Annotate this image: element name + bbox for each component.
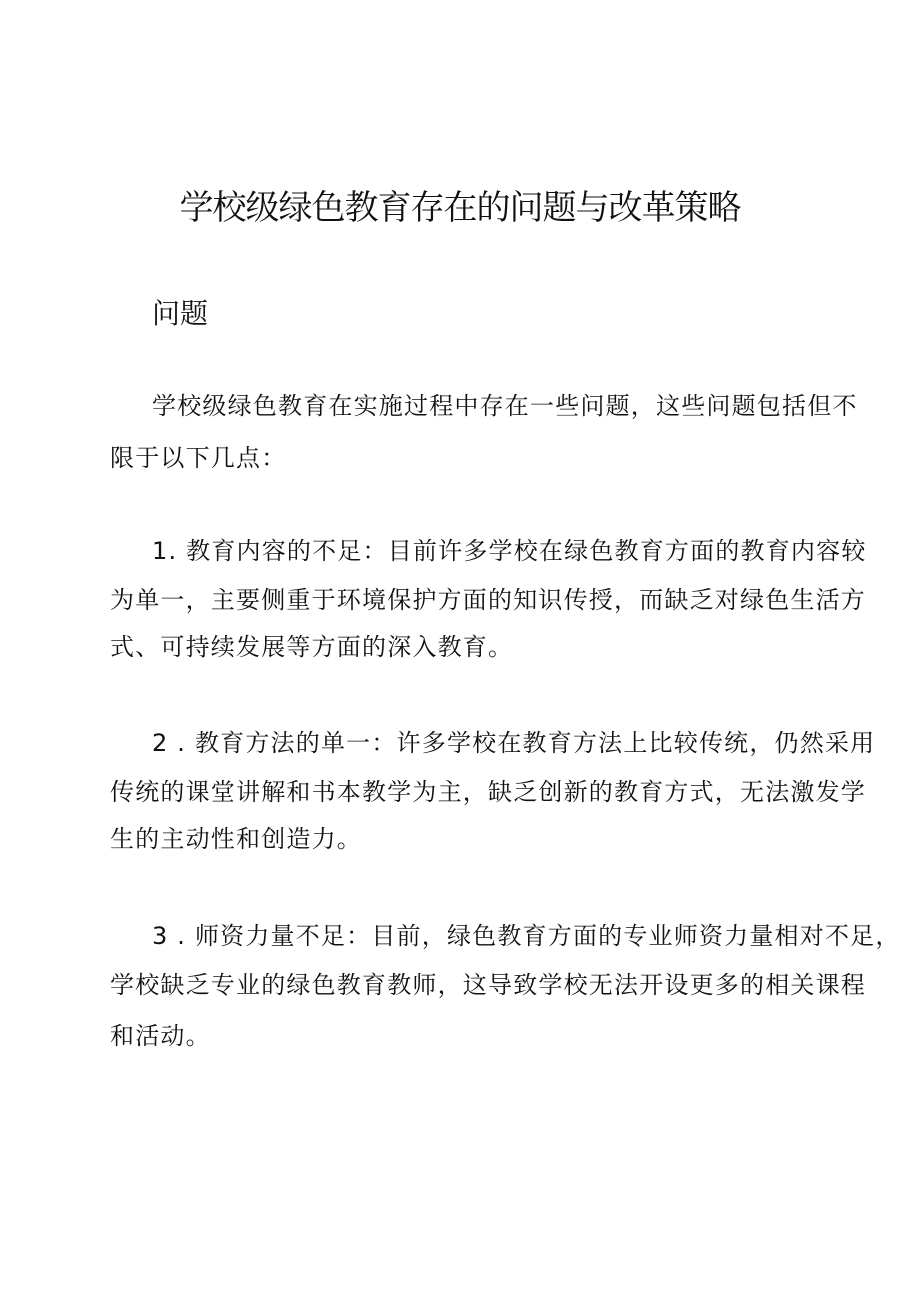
paragraph-line: 式、可持续发展等方面的深入教育。 <box>110 633 514 661</box>
section-heading: 问题 <box>152 297 209 330</box>
paragraph-line: 传统的课堂讲解和书本教学为主，缺乏创新的教育方式，无法激发学 <box>110 778 866 806</box>
paragraph-line: 限于以下几点： <box>110 444 287 472</box>
paragraph-line: 和活动。 <box>110 1022 211 1050</box>
paragraph-line: 学校级绿色教育在实施过程中存在一些问题，这些问题包括但不 <box>152 392 858 420</box>
paragraph-line: 2 . 教育方法的单一：许多学校在教育方法上比较传统，仍然采用 <box>152 729 876 757</box>
paragraph-line: 1. 教育内容的不足：目前许多学校在绿色教育方面的教育内容较 <box>152 537 867 565</box>
paragraph-line: 为单一，主要侧重于环境保护方面的知识传授，而缺乏对绿色生活方 <box>110 586 866 614</box>
paragraph-line: 学校缺乏专业的绿色教育教师，这导致学校无法开设更多的相关课程 <box>110 971 866 999</box>
paragraph-line: 3 . 师资力量不足：目前，绿色教育方面的专业师资力量相对不足， <box>152 922 901 950</box>
paragraph-line: 生的主动性和创造力。 <box>110 825 362 853</box>
document-title: 学校级绿色教育存在的问题与改革策略 <box>179 188 741 228</box>
